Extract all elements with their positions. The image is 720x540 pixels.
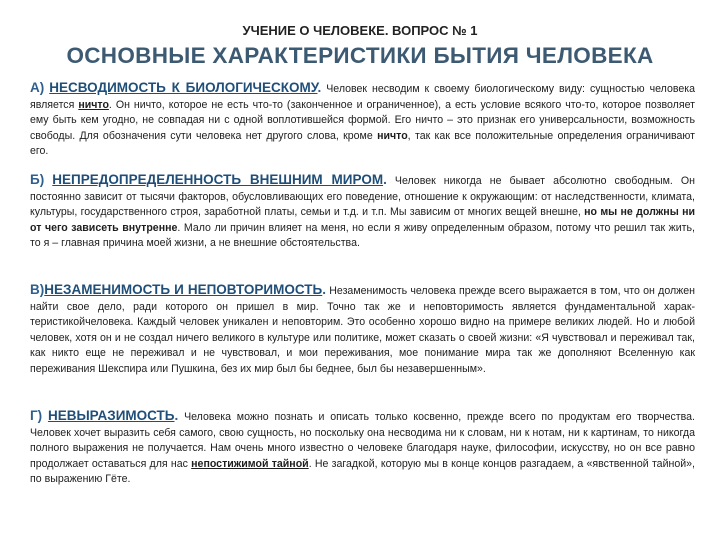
section-a-text-3: , так как все положительные определения ограничивают его. — [30, 129, 695, 158]
section-b — [30, 172, 695, 252]
section-a-emphasis-2: ничто — [377, 129, 408, 142]
section-c — [30, 282, 695, 378]
section-d-heading: НЕВЫРАЗИМОСТЬ — [47, 408, 175, 423]
slide-title: ОСНОВНЫЕ ХАРАКТЕРИСТИКИ БЫТИЯ ЧЕЛОВЕКА — [66, 43, 654, 68]
section-b-heading: НЕПРЕДОПРЕДЕЛЕННОСТЬ ВНЕШНИМ МИРОМ — [52, 172, 384, 187]
section-c-text-1: Незаменимость человека прежде всего выражается в том, что он должен найти свое дело, ради которого он пришел в мир. Точно так же и неповторимость является фундаментальной харак-теристикойчеловека. Каждый человек уникален и неповторим. Это особенно хорошо видно на примере великих людей. Но и любой человек, хотя он и не создал ничего великого в культуре или политике, может сказать о своей жизни: «Я чувствовал и переживал так, как никто еще не переживал и не чувствовал, и мои переживания, мое понимание мира так же дополняют Вселенную как переживания Шекспира или Пушкина, без их мир был бы беднее, был бы незавершенным». — [30, 285, 695, 375]
section-a-label: А) — [30, 80, 45, 95]
section-d-text-2: . Не загадкой, которую мы в конце концов разгадаем, а «явственной тайной», по выражению Гёте. — [30, 457, 695, 486]
slide-subtitle: УЧЕНИЕ О ЧЕЛОВЕКЕ. ВОПРОС № 1 — [242, 23, 478, 38]
section-a-emphasis-1: ничто — [78, 98, 109, 111]
section-d-label: Г) — [30, 408, 43, 423]
section-b-label: Б) — [30, 172, 45, 187]
section-b-dot: . — [383, 172, 387, 187]
section-d — [30, 408, 695, 488]
section-b-text-1: Человек никогда не бывает абсолютно свободным. Он постоянно зависит от тысячи факторов, обусловливающих его поведение, отношение к окружающим: от наследственности, климата, культуры, государственного строя, заработной платы, семьи и т.д. и т.п. Мы зависим от многих вещей внешне, — [30, 175, 696, 219]
section-b-text-2: . Мало ли причин влияет на меня, но если я живу определенным образом, потому что решил так жить, то я – главная причина моей жизни, а не внешние обстоятельства. — [30, 221, 695, 250]
section-c-dot: . — [322, 282, 327, 297]
section-a-heading: НЕСВОДИМОСТЬ К БИОЛОГИЧЕСКОМУ — [49, 80, 318, 95]
section-d-emphasis-1: непостижимой тайной — [191, 457, 309, 470]
section-c-heading: НЕЗАМЕНИМОСТЬ И НЕПОВТОРИМОСТЬ — [44, 282, 323, 297]
section-a-dot: . — [317, 80, 322, 95]
section-a — [30, 80, 695, 160]
section-d-text-1: Человека можно познать и описать только косвенно, прежде всего по продуктам его творчества. Человек хочет выразить себя самого, свою сущность, но поскольку она несводима ни к словам, ни к нотам, ни к картинам, то никогда полного выражения не получается. Нам очень много известно о человеке благодаря науке, философии, искусству, но он все равно продолжает оставаться для нас — [30, 411, 695, 470]
section-c-label: В) — [30, 282, 45, 297]
section-d-dot: . — [174, 408, 179, 423]
section-a-text-1: Человек несводим к своему биологическому виду: сущностью человека является — [30, 83, 695, 111]
section-b-emphasis-1: но мы не должны ни от чего зависеть внутренне — [30, 206, 695, 234]
section-a-text-2: . Он ничто, которое не есть что-то (законченное и ограниченное), а есть условие всякого что-то, которое позволяет ему быть кем угодно, не совпадая ни с одной воплотившейся формой. Его ничто – это признак его универсальности, возможность свободы. Для обозначения сути человека нет другого слова, кроме — [30, 98, 695, 142]
